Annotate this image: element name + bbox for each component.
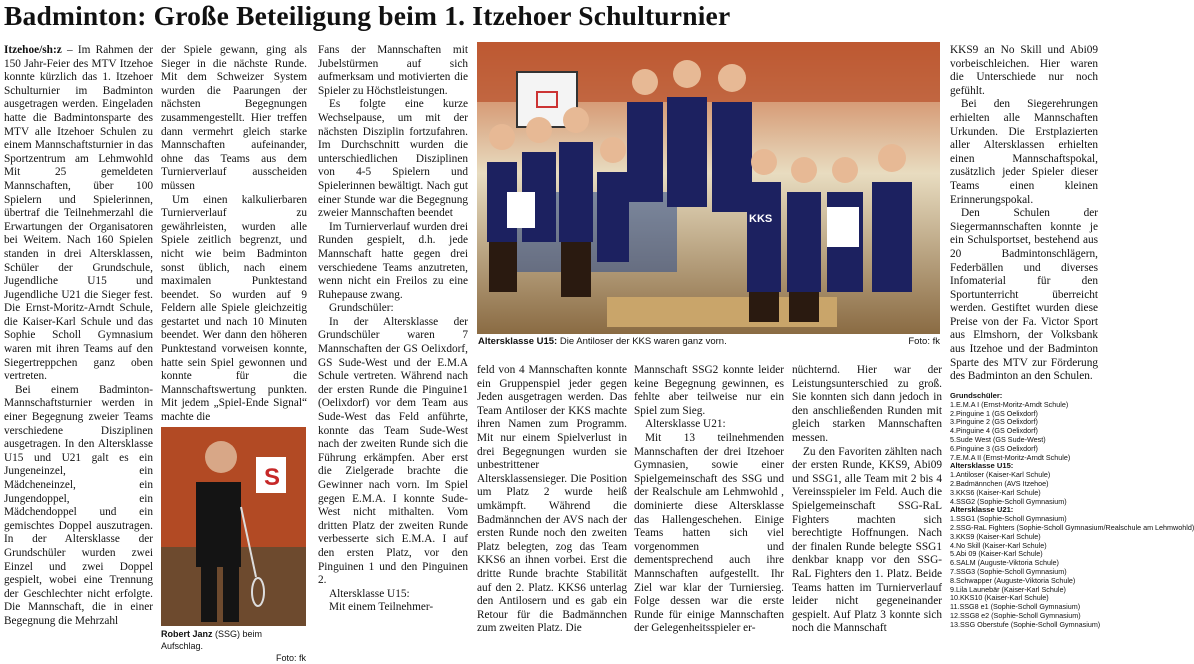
- paragraph: [318, 316, 468, 588]
- article-column-4: [477, 364, 627, 656]
- paragraph: [4, 44, 153, 384]
- results-list-item: 11.SSG8 e1 (Sophie-Scholl Gymnasium): [950, 603, 1098, 612]
- main-caption-bold: Altersklasse U15:: [478, 336, 557, 347]
- paragraph: [318, 98, 468, 220]
- paragraph: [4, 384, 153, 629]
- results-list-item: 7.SSG3 (Sophie-Scholl Gymnasium): [950, 568, 1098, 577]
- results-list-item: 13.SSG Oberstufe (Sophie-Scholl Gymnasium): [950, 621, 1098, 630]
- results-list-item: 4.SSG2 (Sophie-Scholl Gymnasium): [950, 498, 1098, 507]
- paragraph: [318, 221, 468, 303]
- paragraph-text: Altersklasse U15:: [329, 588, 410, 600]
- paragraph: [318, 601, 468, 615]
- results-list-item: 3.KKS6 (Kaiser-Karl Schule): [950, 489, 1098, 498]
- results-section-title: Grundschüler:: [950, 392, 1098, 401]
- paragraph-text: Fans der Mannschaften mit Jubelstürmen auf sich aufmerksam und motivierten die Spieler zu Höchstleistungen.: [318, 44, 468, 97]
- results-list-item: 1.E.M.A I (Ernst-Moritz-Arndt Schule): [950, 401, 1098, 410]
- paragraph-text: In der Altersklasse der Grundschüler waren 7 Mannschaften der GS Oelixdorf, GS Sude-West und der E.M.A Schule vertreten. Während nach der ersten Runde die Pinguine1 (Oelixdorf) vor dem Team aus Sude-West das Feld anführte, konnte das Team Sude-West nach der zweiten Runde sich die Führung erkämpfen. Aber erst die Zielgerade brachte die Gewinner nach vorn. Im Spiel gegen E.M.A. I konnte Sude-West nicht mithalten. Vom dritten Platz der zweiten Runde verbesserte sich E.M.A. I auf den ersten Platz, vor den Pinguinen 1 und den Pinguinen 2.: [318, 316, 468, 586]
- article-column-1: [4, 44, 153, 656]
- paragraph-text: feld von 4 Mannschaften konnte ein Gruppenspiel jeder gegen Jeden ausgetragen werden. Das Team Antiloser der KKS machte ihren Namen zum Programm. Mit nur einem Spielverlust in drei Begegnungen wurden sie unbestrittener Altersklassensieger. Die Position um Platz 2 wurde heiß umkämpft. Während die Badmännchen der AVS nach der ersten Runde noch den zweiten Platz belegten, zog das Team KKS6 an ihnen vorbei. Erst die dritte Runde brachte Stabilität auf den 2. Platz. KKS6 unterlag den Antilosern und es gab ein Retour für die Badmännchen zum zweiten Platz. Die: [477, 364, 627, 634]
- small-photo: [161, 427, 306, 626]
- paragraph: [161, 194, 307, 425]
- paragraph-text: Um einen kalkulierbaren Turnierverlauf zu gewährleisten, wurden alle Spiele zeitlich begrenzt, und nicht wie beim Badminton sonst üblich, nach einem maximalen Punktestand beendet. So wurden auf 9 Feldern alle Spiele gleichzeitig gestartet und nach 10 Minuten beendet. Wer dann den höheren Punktestand vorweisen konnte, hatte sein Spiel gewonnen und konnte für die Mannschaftswertung punkten. Mit jedem „Spiel-Ende Signal“ machte die: [161, 194, 307, 424]
- paragraph-text: Bei den Siegerehrungen erhielten alle Mannschaften Urkunden. Die Erstplazierten aller Altersklassen erhielten einen Mannschaftspokal, zusätzlich jeder Spieler dieser Teams einen kleinen Erinnerungspokal.: [950, 98, 1098, 205]
- results-box: [950, 392, 1098, 630]
- results-section-title: Altersklasse U15:: [950, 462, 1098, 471]
- paragraph: [950, 207, 1098, 384]
- results-list-item: 5.Abi 09 (Kaiser-Karl Schule): [950, 550, 1098, 559]
- paragraph-text: Mannschaft SSG2 konnte leider keine Begegnung gewinnen, es fehlte aber teilweise nur ein Spiel zum Sieg.: [634, 364, 784, 417]
- article-column-2: [161, 44, 307, 422]
- team-photo-illustration: [477, 42, 940, 334]
- paragraph: [318, 302, 468, 316]
- small-photo-credit: Foto: fk: [276, 653, 306, 664]
- results-list-item: 4.No Skill (Kaiser-Karl Schule): [950, 542, 1098, 551]
- small-caption-bold: Robert Janz: [161, 629, 213, 639]
- results-list-item: 3.Pinguine 2 (GS Oelixdorf): [950, 418, 1098, 427]
- main-photo-caption: [478, 336, 940, 348]
- dateline: Itzehoe/sh:z: [4, 44, 62, 56]
- results-section-title: Altersklasse U21:: [950, 506, 1098, 515]
- results-list-item: 7.E.M.A II (Ernst-Moritz-Arndt Schule): [950, 454, 1098, 463]
- results-list-item: 6.SALM (Auguste-Viktoria Schule): [950, 559, 1098, 568]
- paragraph-text: Bei einem Badminton-Mannschaftsturnier werden in einer Begegnung zweier Teams verschiedene Disziplinen ausgetragen. In den Altersklasse U15 und U21 galt es ein Jungeneinzel, ein Mädcheneinzel, ein Jungendoppel, ein Mädchendoppel und ein gemischtes Doppel auszutragen. In der Altersklasse der Grundschüler wurden zwei Einzel und zwei Doppel gespielt, wobei eine Trennung der Geschlechter nicht erfolgte. Die Mannschaft, die in einer Begegnung die Mehrzahl: [4, 384, 153, 627]
- paragraph-text: nüchternd. Hier war der Leistungsunterschied zu groß. Sie konnten sich dann jedoch in den anschließenden Runden mit gleich starken Mannschaften messen.: [792, 364, 942, 444]
- results-list-item: 5.Sude West (GS Sude-West): [950, 436, 1098, 445]
- small-photo-caption: [161, 629, 306, 652]
- paragraph-text: – Im Rahmen der 150 Jahr-Feier des MTV Itzehoe konnte kürzlich das 1. Itzehoer Schulturnier im Badminton ausgetragen werden. Eingeladen hatte die Badmintonsparte des MTV alle Itzehoer Schulen zu einem Mannschaftsturnier in das Sportzentrum am Lehmwohld Mit 25 gemeldeten Mannschaften, über 100 Spielern und Spielerinnen, übertraf die Teilnehmerzahl die Erwartungen der Organisatoren bei Weitem. Nach 160 Spielen standen in drei Altersklassen, Schüler der Grundschule, Jugendliche U15 und Jugendliche U21 die Sieger fest. Die Ernst-Moritz-Arndt Schule, die Kaiser-Karl Schule und das Sophie Scholl Gymnasium waren mit ihren Teams auf den Siegertreppchen ganz oben vertreten.: [4, 44, 153, 382]
- main-photo-credit: Foto: fk: [908, 336, 940, 348]
- article-column-3: [318, 44, 468, 656]
- paragraph-text: Zu den Favoriten zählten nach der ersten Runde, KKS9, Abi09 und SSG1, alle Team mit 2 bis 4 Vereinsspieler im Feld. Auch die Spielgemeinschaft SSG-RaL Fighters machten sich berechtigte Hoffnungen. Nach der finalen Runde belegte SSG1 denkbar knapp vor den SSG-RaL Fighters den 1. Platz. Beide Teams hatten im Turnierverlauf leider nicht gegeneinander gespielt. Auf Platz 3 konnte sich noch die Mannschaft: [792, 446, 942, 635]
- paragraph: [318, 44, 468, 98]
- results-list-item: 12.SSG8 e2 (Sophie-Scholl Gymnasium): [950, 612, 1098, 621]
- results-list-item: 4.Pinguine 4 (GS Oelixdorf): [950, 427, 1098, 436]
- headline: Badminton: Große Beteiligung beim 1. Itzehoer Schulturnier: [4, 0, 1096, 34]
- player-photo-illustration: [161, 427, 306, 626]
- paragraph: [318, 588, 468, 602]
- paragraph: [634, 364, 784, 418]
- results-list-item: 8.Schwapper (Auguste-Viktoria Schule): [950, 577, 1098, 586]
- paragraph: [634, 432, 784, 636]
- results-list-item: 6.Pinguine 3 (GS Oelixdorf): [950, 445, 1098, 454]
- small-caption-text: (SSG) beim Aufschlag.: [161, 629, 262, 651]
- paragraph-text: Es folgte eine kurze Wechselpause, um mit der nächsten Disziplin fortzufahren. Im Durchschnitt wurden die unterschiedlichen Disziplinen von 4-5 Spielern und Spielerinnen bewältigt. Nach gut einer Stunde war die Begegnung zweier Mannschaften beendet: [318, 98, 468, 219]
- paragraph-text: Grundschüler:: [329, 302, 394, 314]
- results-list-item: 1.SSG1 (Sophie-Scholl Gymnasium): [950, 515, 1098, 524]
- results-list-item: 2.SSG-RaL Fighters (Sophie-Scholl Gymnasium/Realschule am Lehmwohld): [950, 524, 1098, 533]
- paragraph: [950, 44, 1098, 98]
- article-column-6: [792, 364, 942, 656]
- results-list-item: 10.KKS10 (Kaiser-Karl Schule): [950, 594, 1098, 603]
- results-list-item: 2.Pinguine 1 (GS Oelixdorf): [950, 410, 1098, 419]
- paragraph: [792, 446, 942, 636]
- sparkasse-logo-text: S: [264, 464, 280, 491]
- paragraph-text: KKS9 an No Skill und Abi09 vorbeischleichen. Hier waren die Unterschiede nur noch gefühlt.: [950, 44, 1098, 97]
- paragraph: [792, 364, 942, 446]
- results-list-item: 9.Lila Launebär (Kaiser-Karl Schule): [950, 586, 1098, 595]
- paragraph-text: Mit einem Teilnehmer-: [329, 601, 433, 613]
- paragraph: [950, 98, 1098, 207]
- results-list-item: 2.Badmännchen (AVS Itzehoe): [950, 480, 1098, 489]
- main-caption-text: Die Antiloser der KKS waren ganz vorn.: [557, 336, 727, 347]
- paragraph-text: Im Turnierverlauf wurden drei Runden gespielt, d.h. jede Mannschaft hatte gegen drei verschiedene Teams anzutreten, wenn nicht ein Freilos zu eine Ruhepause zwang.: [318, 221, 468, 301]
- results-list-item: 3.KKS9 (Kaiser-Karl Schule): [950, 533, 1098, 542]
- paragraph-text: Den Schulen der Siegermannschaften konnte je ein Schulsportset, bestehend aus 20 Badmintonschlägern, Federbällen und diverses Infomaterial für den Sportunterricht überreicht werden. Gestiftet wurden diese Preise von der Fa. Victor Sport aus Elmshorn, der Volksbank aus Itzehoe und der Badminton Sparte des MTV zur Förderung des Badminton an den Schulen.: [950, 207, 1098, 382]
- article-column-5: [634, 364, 784, 656]
- shirt-logo-text: KKS: [749, 213, 772, 225]
- paragraph: [477, 364, 627, 636]
- results-list-item: 1.Antiloser (Kaiser-Karl Schule): [950, 471, 1098, 480]
- paragraph-text: der Spiele gewann, ging als Sieger in die nächste Runde. Mit dem Schweizer System wurden die Paarungen der nächsten Begegnungen zusammengestellt. Hier treffen dann vermehrt gleich starke Mannschaften aufeinander, ohne das Teams aus dem Turnierverlauf ausscheiden müssen: [161, 44, 307, 192]
- paragraph: [634, 418, 784, 432]
- main-photo: [477, 42, 940, 334]
- paragraph: [161, 44, 307, 194]
- article-column-7: [950, 44, 1098, 390]
- paragraph-text: Altersklasse U21:: [645, 418, 726, 430]
- paragraph-text: Mit 13 teilnehmenden Mannschaften der drei Itzehoer Gymnasien, sowie einer Spielgemeinschaft des SSG und der Realschule am Lehmwohld , dominierte diese Altersklasse das Hallengeschehen. Einige Teams hatten sich viel vorgenommen und dementsprechend auch ihre Mannschaften aufgestellt. Ihr Ziel war klar der Turniersieg. Folge dessen war die erste Runde für einige Mannschaften der Gelegenheitsspieler er-: [634, 432, 784, 634]
